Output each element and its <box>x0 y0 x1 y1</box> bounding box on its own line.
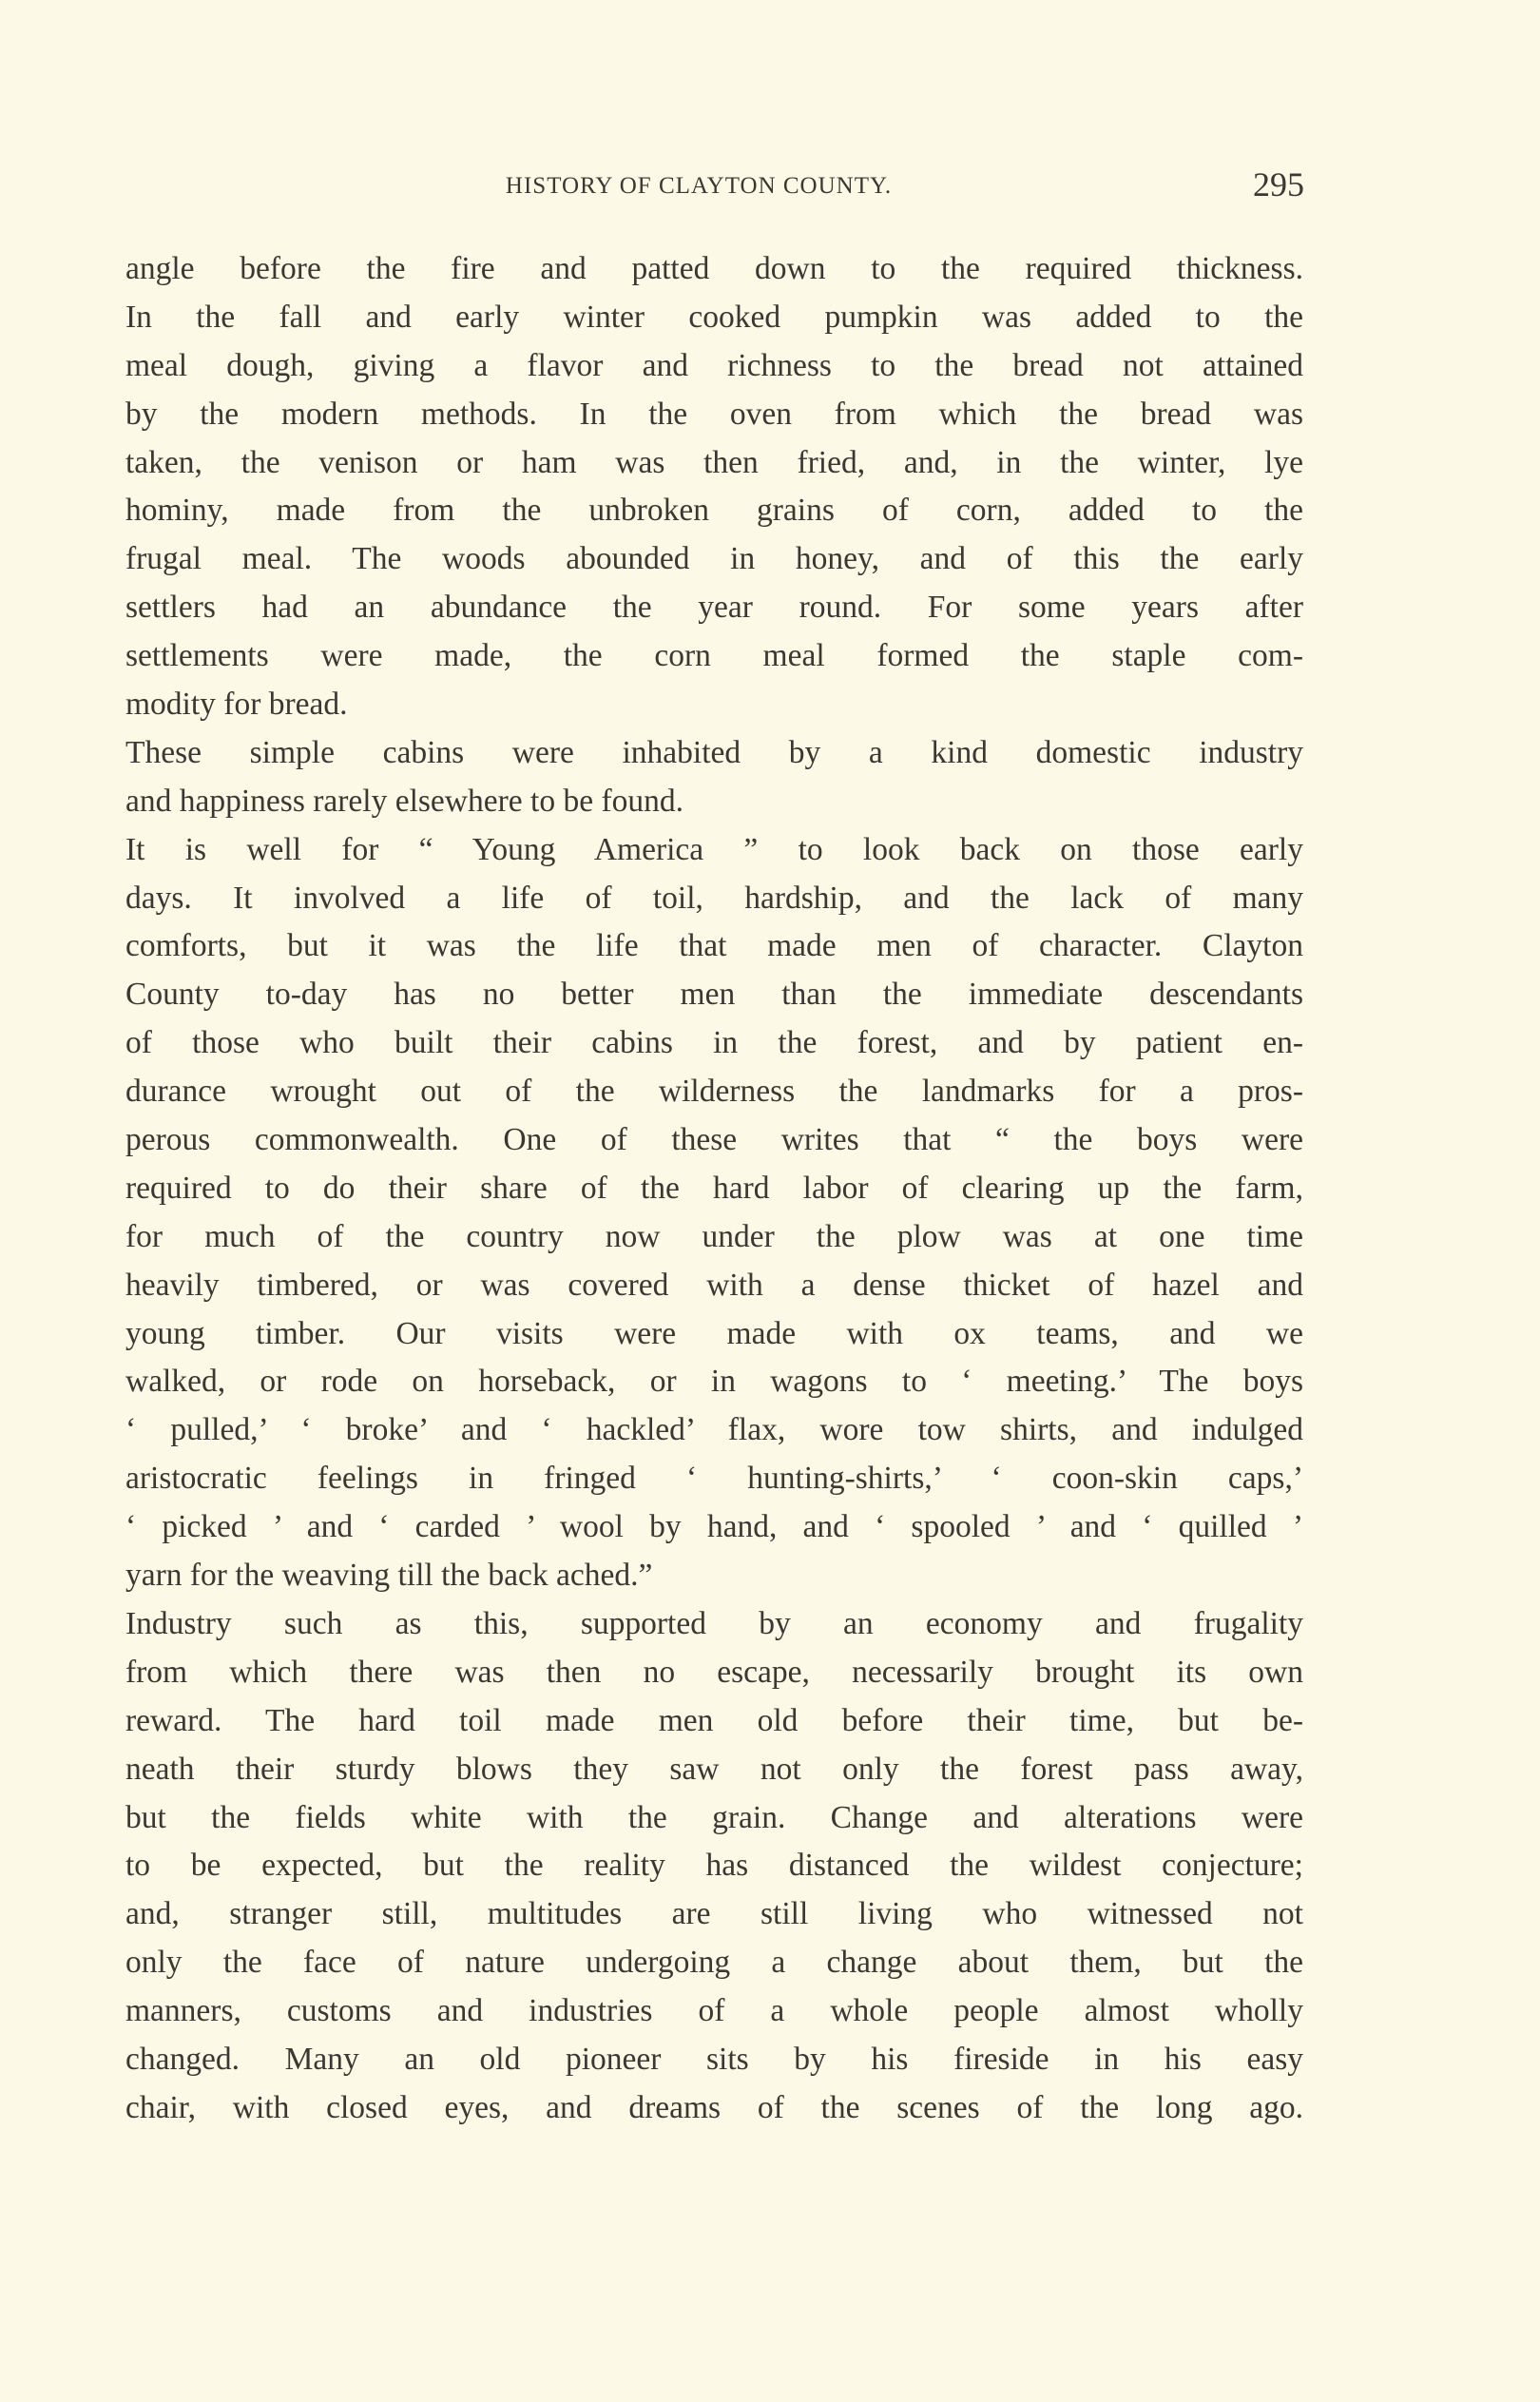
text-line: to be expected, but the reality has distanced the wildest conjecture; <box>125 1848 1303 1884</box>
running-title: HISTORY OF CLAYTON COUNTY. <box>505 173 893 199</box>
page-number: 295 <box>1253 165 1304 203</box>
text-line: hominy, made from the unbroken grains of corn, added to the <box>125 493 1303 529</box>
text-line: In the fall and early winter cooked pumpkin was added to the <box>125 299 1303 335</box>
text-line: manners, customs and industries of a whole people almost wholly <box>125 1993 1303 2029</box>
text-line: frugal meal. The woods abounded in honey, and of this the early <box>125 541 1303 577</box>
text-line: meal dough, giving a flavor and richness to the bread not attained <box>125 347 1303 383</box>
text-line: heavily timbered, or was covered with a dense thicket of hazel and <box>125 1267 1303 1303</box>
text-line: modity for bread. <box>125 687 348 723</box>
text-line: only the face of nature undergoing a change about them, but the <box>125 1945 1303 1981</box>
page-body-text <box>125 245 1303 2133</box>
text-line: required to do their share of the hard labor of clearing up the farm, <box>125 1170 1303 1206</box>
text-line: settlers had an abundance the year round. For some years after <box>125 590 1303 626</box>
text-line: yarn for the weaving till the back ached.” <box>125 1558 653 1594</box>
text-line: and happiness rarely elsewhere to be found. <box>125 783 683 819</box>
text-line: from which there was then no escape, necessarily brought its own <box>125 1654 1303 1690</box>
text-line: walked, or rode on horseback, or in wagons to ‘ meeting.’ The boys <box>125 1364 1303 1400</box>
text-line: comforts, but it was the life that made men of character. Clayton <box>125 928 1303 964</box>
text-line: by the modern methods. In the oven from which the bread was <box>125 396 1303 432</box>
text-line: young timber. Our visits were made with ox teams, and we <box>125 1315 1303 1351</box>
text-line: for much of the country now under the plow was at one time <box>125 1218 1303 1254</box>
text-line: angle before the fire and patted down to the required thickness. <box>125 251 1303 286</box>
text-line: Industry such as this, supported by an economy and frugality <box>125 1605 1303 1641</box>
text-line: changed. Many an old pioneer sits by his fireside in his easy <box>125 2041 1303 2077</box>
text-line: taken, the venison or ham was then fried, and, in the winter, lye <box>125 444 1303 480</box>
page-header <box>0 167 1540 205</box>
text-line: perous commonwealth. One of these writes that “ the boys were <box>125 1122 1303 1158</box>
text-line: It is well for “ Young America ” to look back on those early <box>125 831 1303 867</box>
text-line: and, stranger still, multitudes are still living who witnessed not <box>125 1896 1303 1932</box>
text-line: of those who built their cabins in the forest, and by patient en- <box>125 1025 1303 1061</box>
text-line: durance wrought out of the wilderness the landmarks for a pros- <box>125 1074 1303 1110</box>
text-line: aristocratic feelings in fringed ‘ hunting-shirts,’ ‘ coon-skin caps,’ <box>125 1461 1303 1497</box>
text-line: reward. The hard toil made men old before their time, but be- <box>125 1702 1303 1738</box>
text-line: These simple cabins were inhabited by a kind domestic industry <box>125 734 1303 770</box>
text-line: neath their sturdy blows they saw not only the forest pass away, <box>125 1751 1303 1787</box>
text-line: days. It involved a life of toil, hardship, and the lack of many <box>125 880 1303 916</box>
text-line: ‘ pulled,’ ‘ broke’ and ‘ hackled’ flax, wore tow shirts, and indulged <box>125 1412 1303 1448</box>
text-line: chair, with closed eyes, and dreams of the scenes of the long ago. <box>125 2089 1303 2125</box>
text-line: ‘ picked ’ and ‘ carded ’ wool by hand, and ‘ spooled ’ and ‘ quilled ’ <box>125 1509 1303 1545</box>
text-line: settlements were made, the corn meal formed the staple com- <box>125 638 1303 674</box>
text-line: County to-day has no better men than the immediate descendants <box>125 977 1303 1013</box>
text-line: but the fields white with the grain. Change and alterations were <box>125 1799 1303 1835</box>
